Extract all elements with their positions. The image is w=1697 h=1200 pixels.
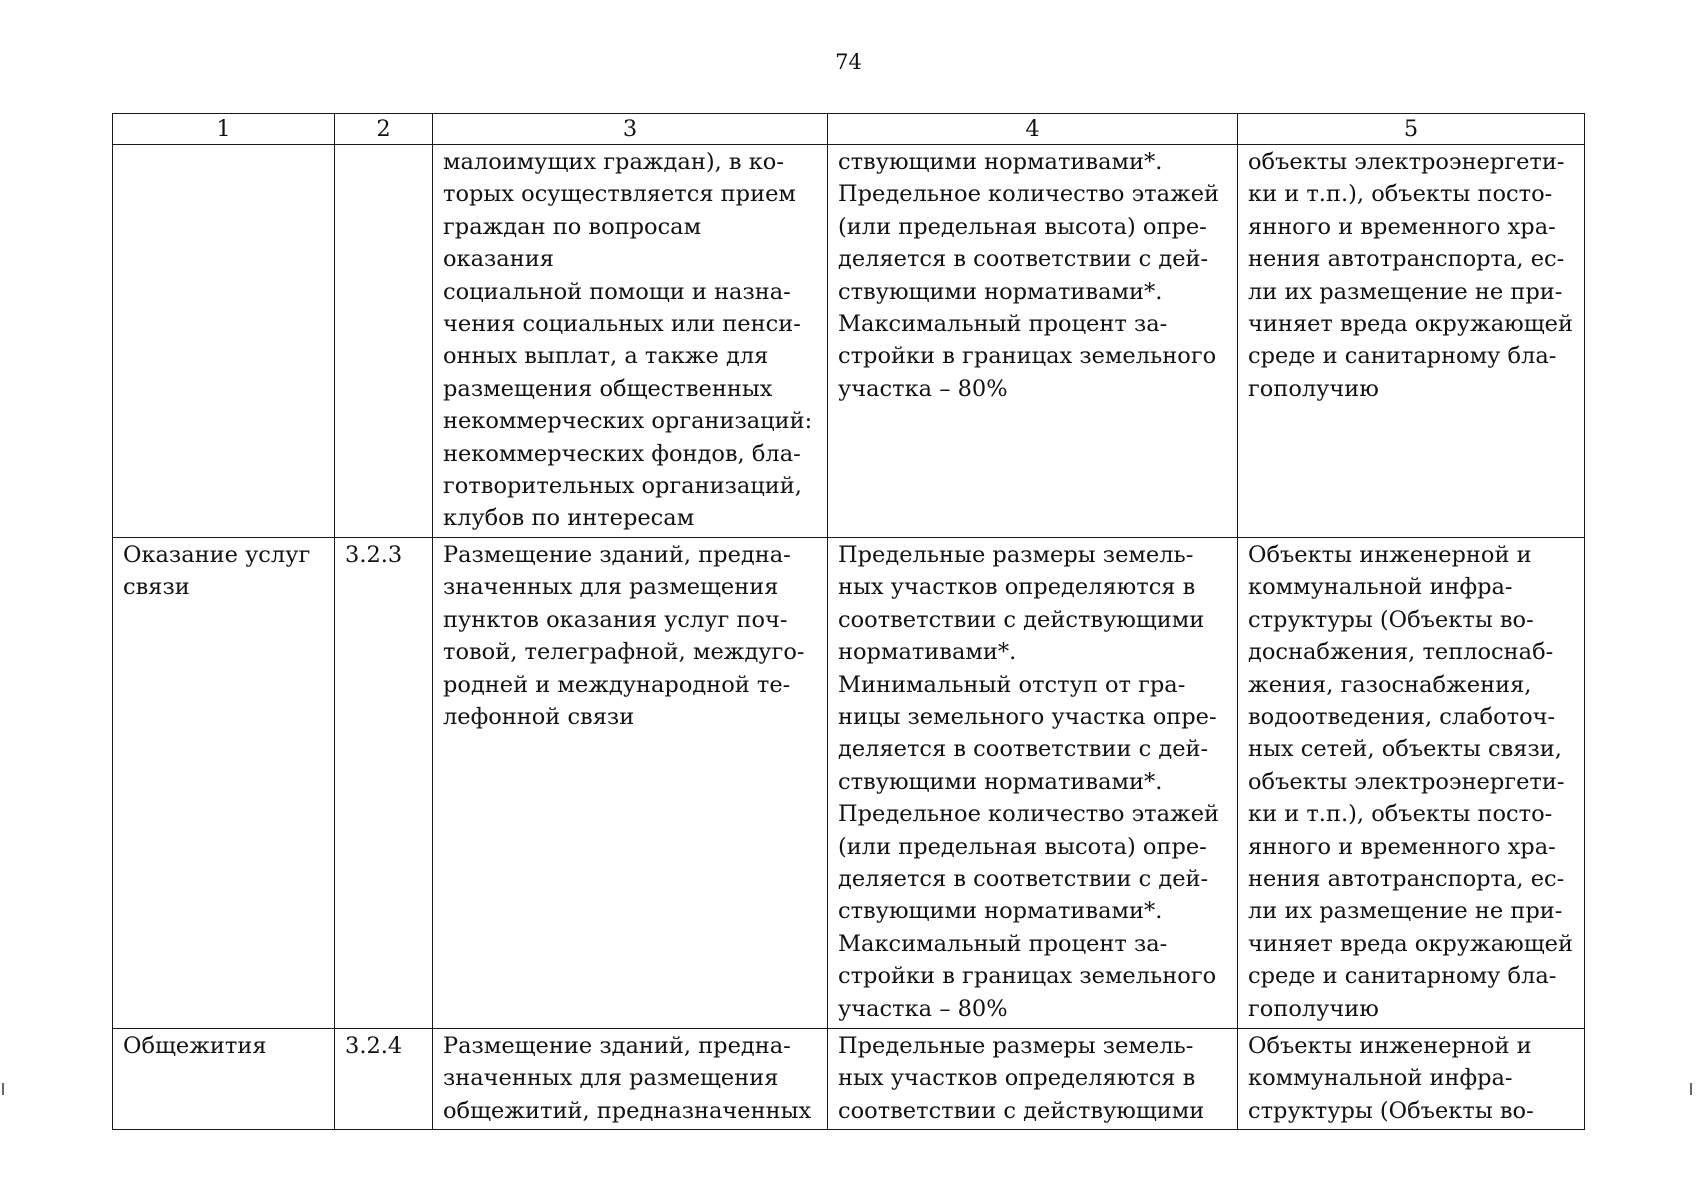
table-header-row	[113, 114, 1585, 145]
right-margin-mark	[1690, 1083, 1695, 1095]
use-parameters: Предельные размеры земель- ных участков определяются в соответствии с действующими нормативами*. Минимальный отступ от гра- ницы земельного участка опре- деляется в соответствии с дей- ствующими нормативами*. Предельное количество этажей (или предельная высота) опре- деляется в соответствии с дей- ствующими нормативами*. Максимальный процент за- стройки в границах земельного участка – 80%	[838, 541, 1220, 1022]
auxiliary-cell	[1238, 537, 1585, 1028]
use-code-cell	[335, 1028, 433, 1129]
use-code: 3.2.4	[345, 1032, 403, 1059]
use-name: Оказание услуг связи	[123, 541, 311, 601]
left-margin-mark	[2, 1083, 7, 1095]
use-name: Общежития	[123, 1032, 267, 1059]
parameters-cell	[828, 145, 1238, 538]
use-description: Размещение зданий, предна- значенных для размещения пунктов оказания услуг поч- товой, телеграфной, междуго- родней и международной те- лефонной связи	[443, 541, 805, 730]
table-row	[113, 145, 1585, 538]
column-number-5: 5	[1238, 114, 1585, 145]
use-code: 3.2.3	[345, 541, 403, 568]
table-row	[113, 537, 1585, 1028]
description-cell	[433, 1028, 828, 1129]
use-parameters: ствующими нормативами*. Предельное количество этажей (или предельная высота) опре- деляется в соответствии с дей- ствующими нормативами*. Максимальный процент за- стройки в границах земельного участка – 80%	[838, 149, 1220, 402]
use-name-cell	[113, 1028, 335, 1129]
table-row	[113, 1028, 1585, 1129]
use-description: Размещение зданий, предна- значенных для размещения общежитий, предназначенных	[443, 1032, 812, 1124]
column-number-2: 2	[335, 114, 433, 145]
column-number-4: 4	[828, 114, 1238, 145]
page-number: 74	[835, 50, 862, 74]
description-cell	[433, 145, 828, 538]
column-number-1: 1	[113, 114, 335, 145]
use-description: малоимущих граждан), в ко- торых осуществляется прием граждан по вопросам оказания социальной помощи и назна- чения социальных или пенси- онных выплат, а также для размещения общественных некоммерческих организаций: некоммерческих фондов, бла- готворительных организаций, клубов по интересам	[443, 149, 813, 532]
auxiliary-uses: объекты электроэнергети- ки и т.п.), объекты посто- янного и временного хра- нения автотранспорта, ес- ли их размещение не при- чиняет вреда окружающей среде и санитарному бла- гополучию	[1248, 149, 1573, 402]
auxiliary-cell	[1238, 1028, 1585, 1129]
auxiliary-uses: Объекты инженерной и коммунальной инфра- структуры (Объекты во- доснабжения, теплоснаб- жения, газоснабжения, водоотведения, слаботоч- ных сетей, объекты связи, объекты электроэнергети- ки и т.п.), объекты посто- янного и временного хра- нения автотранспорта, ес- ли их размещение не при- чиняет вреда окружающей среде и санитарному бла- гополучию	[1248, 541, 1573, 1022]
land-use-table	[112, 113, 1585, 1130]
auxiliary-uses: Объекты инженерной и коммунальной инфра- структуры (Объекты во-	[1248, 1032, 1534, 1124]
use-code-cell	[335, 145, 433, 538]
use-name-cell	[113, 145, 335, 538]
parameters-cell	[828, 537, 1238, 1028]
use-parameters: Предельные размеры земель- ных участков определяются в соответствии с действующими	[838, 1032, 1205, 1124]
auxiliary-cell	[1238, 145, 1585, 538]
use-code-cell	[335, 537, 433, 1028]
parameters-cell	[828, 1028, 1238, 1129]
description-cell	[433, 537, 828, 1028]
column-number-3: 3	[433, 114, 828, 145]
use-name-cell	[113, 537, 335, 1028]
